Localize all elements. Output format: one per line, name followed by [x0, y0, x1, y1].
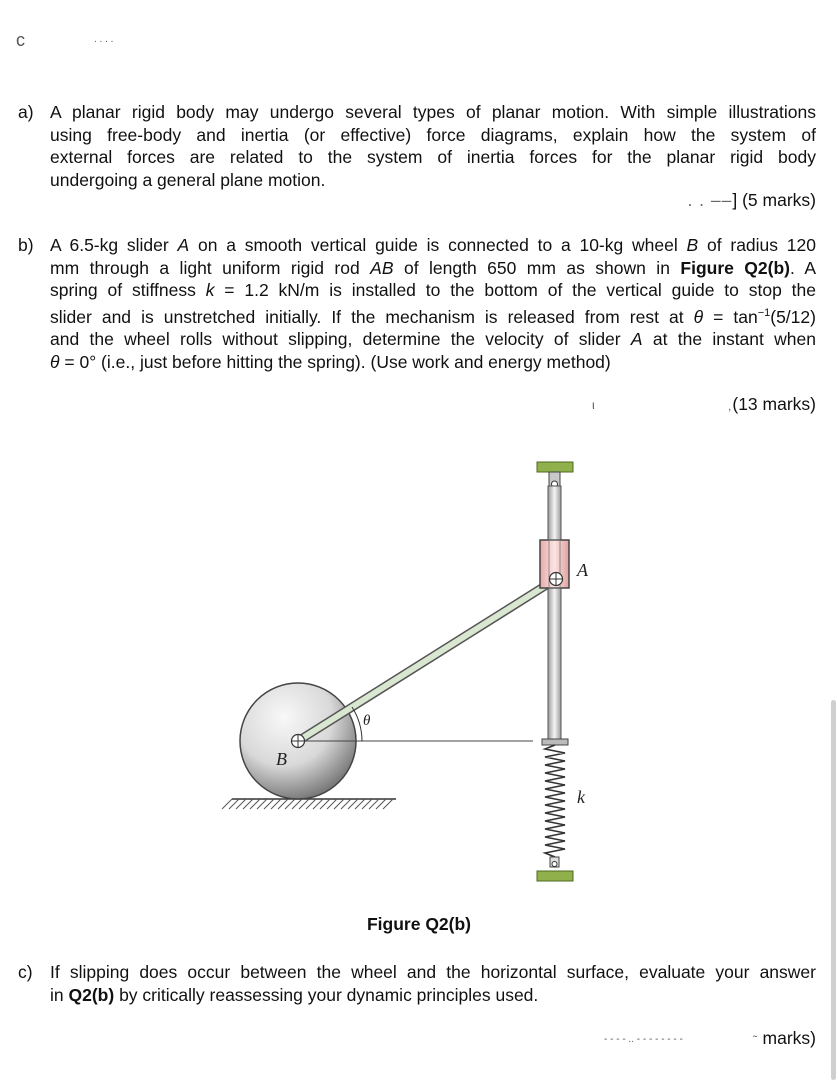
question-a-text	[50, 101, 816, 191]
question-a-line: A planar rigid body may undergo several types of planar motion. With simple illustrations	[50, 102, 816, 122]
question-b-line: spring of stiffness k = 1.2 kN/m is installed to the bottom of the vertical guide to stop the	[50, 280, 816, 301]
question-b-label: b)	[18, 235, 34, 255]
scan-smudge: . . . .	[94, 34, 114, 45]
rod-ab	[298, 579, 556, 741]
label-theta: θ	[363, 713, 371, 729]
bottom-support	[537, 871, 573, 881]
question-c-line: If slipping does occur between the wheel and the horizontal surface, evaluate your answer	[50, 962, 816, 982]
label-a: A	[577, 560, 588, 580]
question-a-line: external forces are related to the system of inertia forces for the planar rigid body	[50, 147, 816, 168]
pin-a	[550, 573, 563, 586]
question-c-label: c)	[18, 962, 33, 982]
figure-q2b	[0, 452, 838, 912]
top-support	[537, 462, 573, 487]
question-b-line: mm through a light uniform rigid rod AB of length 650 mm as shown in Figure Q2(b). A	[50, 257, 817, 278]
question-c-marks: ˜ marks)	[753, 1028, 816, 1048]
figure-caption: Figure Q2(b)	[366, 914, 472, 934]
scan-smudge: ‐ ‐ ‐ ‐ .. ‐ ‐ ‐ ‐ ‐ ‐ ‐ ‐	[604, 1034, 683, 1045]
question-a-line: using free-body and inertia (or effective) force diagrams, explain how the system of	[50, 124, 816, 145]
question-b-line: θ = 0° (i.e., just before hitting the spring). (Use work and energy method)	[50, 351, 611, 372]
corner-mark: c	[16, 30, 25, 50]
question-a-label: a)	[18, 102, 34, 122]
spring-k	[542, 739, 568, 867]
question-c-text	[50, 961, 816, 1006]
question-b-text	[50, 234, 816, 373]
question-b-marks: ,(13 marks)	[728, 394, 816, 414]
question-b-line: A 6.5-kg slider A on a smooth vertical guide is connected to a 10-kg wheel B of radius 120	[50, 235, 816, 255]
vertical-guide	[548, 486, 561, 742]
pin-b	[292, 735, 305, 748]
label-k: k	[577, 787, 585, 807]
question-a-line: undergoing a general plane motion.	[50, 169, 326, 190]
label-b: B	[276, 749, 287, 769]
scrollbar[interactable]	[831, 700, 836, 1080]
question-a-marks: . . ‒‒] (5 marks)	[687, 190, 816, 210]
question-b-line: and the wheel rolls without slipping, determine the velocity of slider A at the instant when	[50, 329, 816, 350]
ground-hatch	[222, 799, 396, 809]
scan-smudge: ι	[592, 398, 595, 412]
question-b-line: slider and is unstretched initially. If the mechanism is released from rest at $\theta = \tan^{-1}(5/12)$	[50, 306, 816, 327]
question-c-line: in Q2(b) by critically reassessing your dynamic principles used.	[50, 984, 539, 1005]
